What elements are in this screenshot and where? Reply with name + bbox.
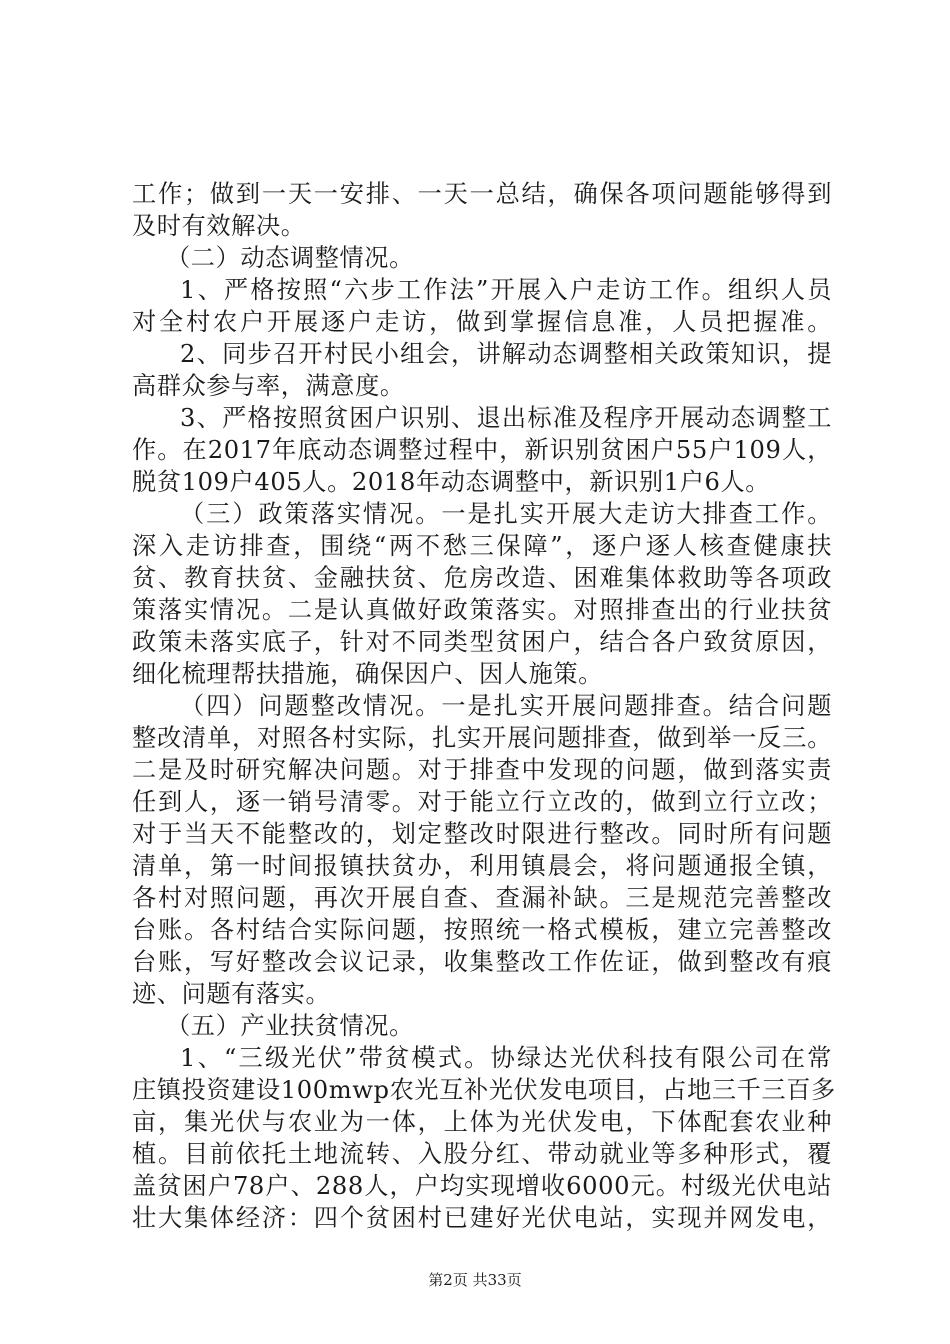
text-line: 脱贫109户405人。2018年动态调整中，新识别1户6人。 bbox=[132, 468, 771, 496]
text-line: 植。目前依托土地流转、入股分红、带动就业等多种形式，覆 bbox=[132, 1140, 832, 1168]
text-line: 台账。各村结合实际问题，按照统一格式模板，建立完善整改 bbox=[132, 916, 832, 944]
text-line: 工作；做到一天一安排、一天一总结，确保各项问题能够得到 bbox=[132, 180, 832, 208]
text-line: 策落实情况。二是认真做好政策落实。对照排查出的行业扶贫 bbox=[132, 596, 832, 624]
text-line: 3、严格按照贫困户识别、退出标准及程序开展动态调整工 bbox=[180, 404, 832, 432]
text-line: 1、“三级光伏”带贫模式。协绿达光伏科技有限公司在常 bbox=[180, 1044, 832, 1072]
text-line: 2、同步召开村民小组会，讲解动态调整相关政策知识，提 bbox=[180, 340, 832, 368]
text-line: 及时有效解决。 bbox=[132, 212, 306, 240]
text-line: 政策未落实底子，针对不同类型贫困户，结合各户致贫原因， bbox=[132, 628, 832, 656]
text-line: 整改清单，对照各村实际，扎实开展问题排查，做到举一反三。 bbox=[132, 724, 832, 752]
text-line: 盖贫困户78户、288人，户均实现增收6000元。村级光伏电站 bbox=[132, 1172, 832, 1200]
section-heading: （五）产业扶贫情况。 bbox=[166, 1012, 414, 1040]
text-line: 庄镇投资建设100mwp农光互补光伏发电项目，占地三千三百多 bbox=[132, 1076, 836, 1104]
text-line: 迹、问题有落实。 bbox=[132, 980, 331, 1008]
text-line: 1、严格按照“六步工作法”开展入户走访工作。组织人员 bbox=[180, 276, 832, 304]
text-line: 深入走访排查，围绕“两不愁三保障”，逐户逐人核查健康扶 bbox=[132, 532, 832, 560]
text-line: 贫、教育扶贫、金融扶贫、危房改造、困难集体救助等各项政 bbox=[132, 564, 832, 592]
text-line: 亩，集光伏与农业为一体，上体为光伏发电，下体配套农业种 bbox=[132, 1108, 832, 1136]
text-line: 二是及时研究解决问题。对于排查中发现的问题，做到落实责 bbox=[132, 756, 832, 784]
text-line: 作。在2017年底动态调整过程中，新识别贫困户55户109人， bbox=[132, 436, 832, 464]
text-line: 清单，第一时间报镇扶贫办，利用镇晨会，将问题通报全镇， bbox=[132, 852, 832, 880]
page-number-footer: 第2页 共33页 bbox=[428, 1271, 522, 1289]
text-line: 各村对照问题，再次开展自查、查漏补缺。三是规范完善整改 bbox=[132, 884, 832, 912]
text-line: 对全村农户开展逐户走访，做到掌握信息准，人员把握准。 bbox=[132, 308, 832, 336]
text-line: 壮大集体经济：四个贫困村已建好光伏电站，实现并网发电， bbox=[132, 1204, 832, 1232]
section-heading: （二）动态调整情况。 bbox=[166, 244, 414, 272]
text-line: 任到人，逐一销号清零。对于能立行立改的，做到立行立改； bbox=[132, 788, 832, 816]
section-heading: （四）问题整改情况。一是扎实开展问题排查。结合问题 bbox=[180, 692, 832, 720]
text-line: 台账，写好整改会议记录，收集整改工作佐证，做到整改有痕 bbox=[132, 948, 832, 976]
section-heading: （三）政策落实情况。一是扎实开展大走访大排查工作。 bbox=[180, 500, 832, 528]
text-line: 高群众参与率，满意度。 bbox=[132, 372, 405, 400]
text-line: 对于当天不能整改的，划定整改时限进行整改。同时所有问题 bbox=[132, 820, 832, 848]
text-line: 细化梳理帮扶措施，确保因户、因人施策。 bbox=[132, 660, 603, 688]
